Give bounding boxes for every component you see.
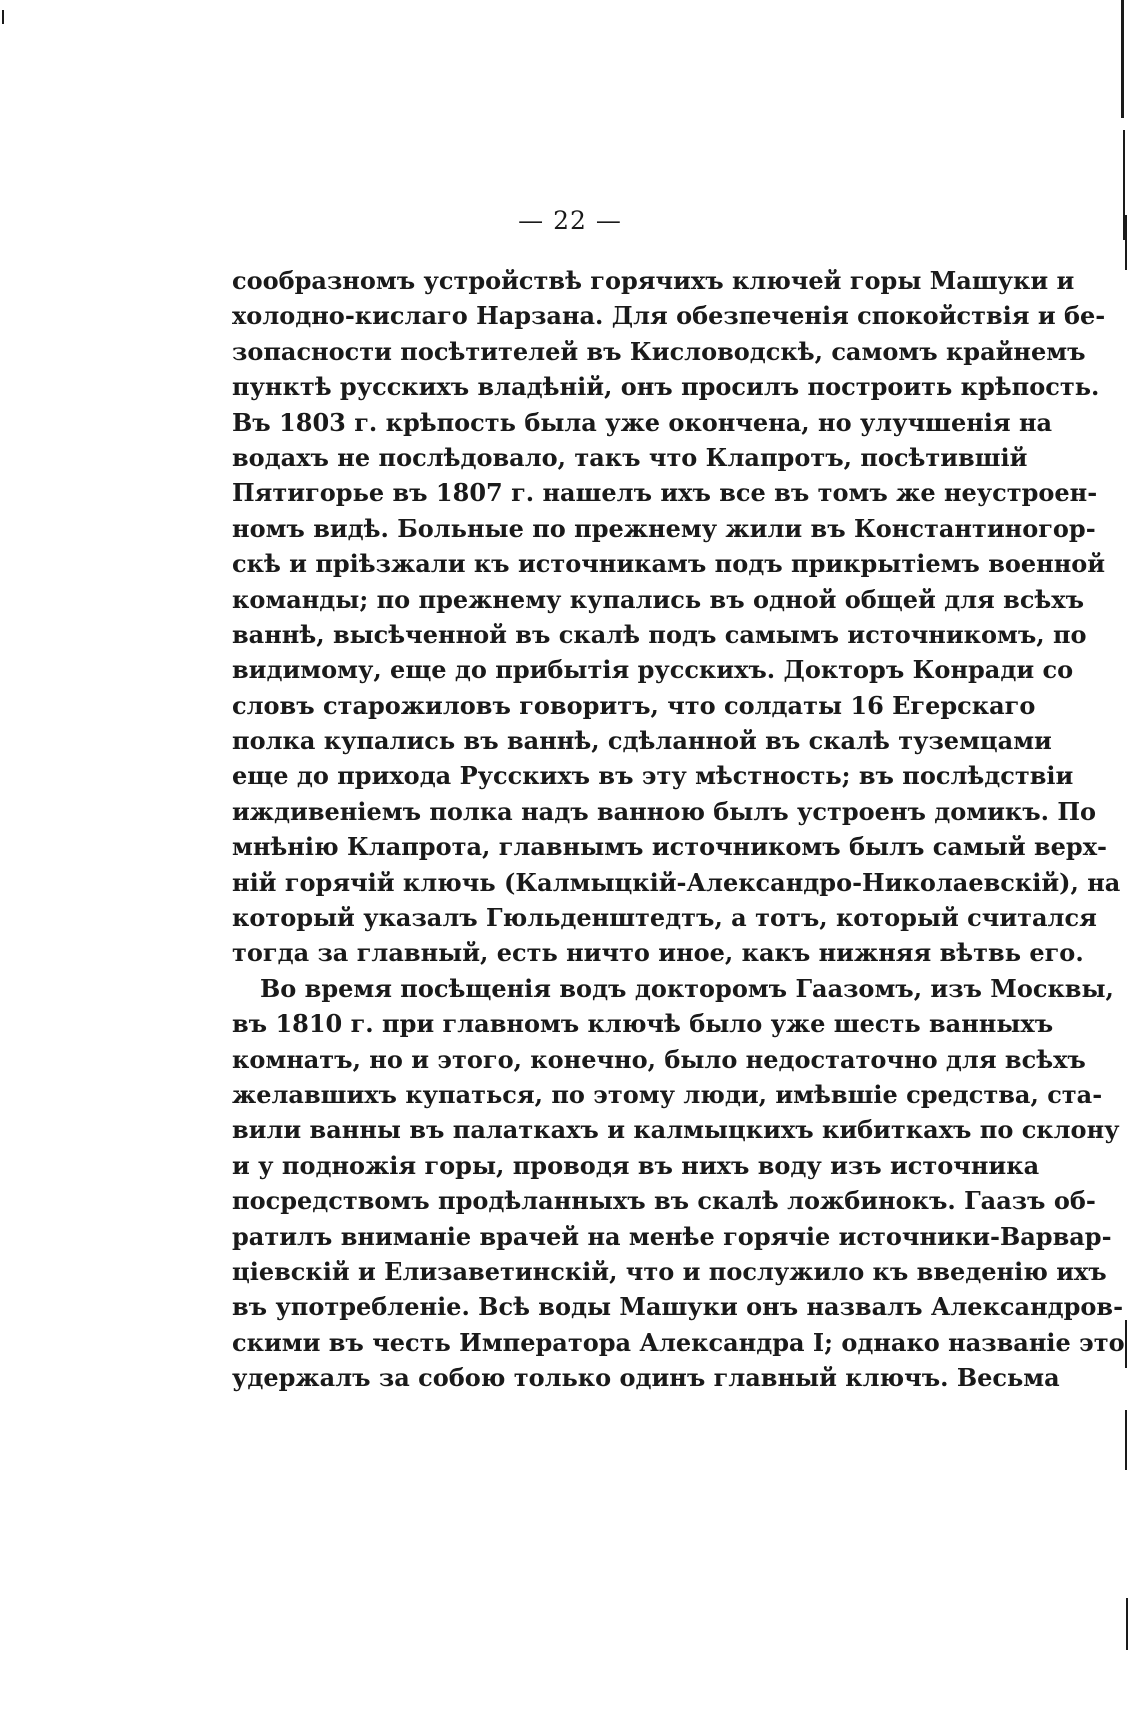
text-line: желавшихъ купаться, по этому люди, имѣвшіе средства, ста- xyxy=(232,1079,1103,1109)
text-line: и у подножія горы, проводя въ нихъ воду изъ источника xyxy=(232,1150,1040,1180)
text-line: зопасности посѣтителей въ Кисловодскѣ, самомъ крайнемъ xyxy=(232,336,1086,366)
text-line: команды; по прежнему купались въ одной общей для всѣхъ xyxy=(232,584,1085,614)
text-line: словъ старожиловъ говоритъ, что солдаты 16 Егерскаго xyxy=(232,690,1036,720)
text-line: видимому, еще до прибытія русскихъ. Докторъ Конради со xyxy=(232,655,1074,685)
scan-edge-mark xyxy=(1125,1410,1127,1470)
text-line: ратилъ вниманіе врачей на менѣе горячіе источники-Варвар- xyxy=(232,1221,1112,1251)
text-line: который указалъ Гюльденштедтъ, а тотъ, который считался xyxy=(232,903,1097,933)
text-line: еще до прихода Русскихъ въ эту мѣстность; въ послѣдствіи xyxy=(232,761,1074,791)
paragraph-first-line: Во время посѣщенія водъ докторомъ Гаазомъ, изъ Москвы, xyxy=(260,973,1114,1003)
text-line: посредствомъ продѣланныхъ въ скалѣ ложбинокъ. Гаазъ об- xyxy=(232,1186,1096,1216)
text-line: пунктѣ русскихъ владѣній, онъ просилъ построить крѣпость. xyxy=(232,372,1100,402)
text-line: водахъ не послѣдовало, такъ что Клапротъ, посѣтившій xyxy=(232,442,1028,472)
text-line: холодно-кислаго Нарзана. Для обезпеченія спокойствія и бе- xyxy=(232,301,1106,331)
text-line: тогда за главный, есть ничто иное, какъ нижняя вѣтвь его. xyxy=(232,938,1084,968)
text-line: ваннѣ, высѣченной въ скалѣ подъ самымъ источникомъ, по xyxy=(232,619,1087,649)
body-text xyxy=(232,263,1125,1396)
scan-edge-mark xyxy=(1121,0,1124,118)
text-line: ціевскій и Елизаветинскій, что и послужило къ введенію ихъ xyxy=(232,1256,1107,1286)
text-line: комнатъ, но и этого, конечно, было недостаточно для всѣхъ xyxy=(232,1044,1086,1074)
text-line: сообразномъ устройствѣ горячихъ ключей горы Машуки и xyxy=(232,266,1075,295)
text-line: скѣ и пріѣзжали къ источникамъ подъ прикрытіемъ военной xyxy=(232,549,1106,579)
text-line: скими въ честь Императора Александра I; однако названіе это xyxy=(232,1327,1125,1357)
text-line: мнѣнію Клапрота, главнымъ источникомъ былъ самый верх- xyxy=(232,832,1107,862)
page-number: — 22 — xyxy=(518,206,622,235)
text-line: ній горячій ключь (Калмыцкій-Александро-Николаевскій), на xyxy=(232,867,1121,897)
text-line: въ употребленіе. Всѣ воды Машуки онъ назвалъ Александров- xyxy=(232,1292,1124,1322)
text-line: иждивеніемъ полка надъ ванною былъ устроенъ домикъ. По xyxy=(232,796,1097,826)
text-line: Пятигорье въ 1807 г. нашелъ ихъ все въ томъ же неустроен- xyxy=(232,478,1098,508)
scan-edge-mark xyxy=(2,10,4,24)
scan-edge-mark xyxy=(1125,1320,1127,1368)
text-line: въ 1810 г. при главномъ ключѣ было уже шесть ванныхъ xyxy=(232,1009,1054,1039)
text-line: удержалъ за собою только одинъ главный ключъ. Весьма xyxy=(232,1363,1060,1393)
text-line: номъ видѣ. Больные по прежнему жили въ Константиногор- xyxy=(232,513,1096,543)
scan-edge-mark xyxy=(1126,1598,1128,1650)
text-line: полка купались въ ваннѣ, сдѣланной въ скалѣ туземцами xyxy=(232,726,1052,756)
text-line: вили ванны въ палаткахъ и калмыцкихъ кибиткахъ по склону xyxy=(232,1115,1120,1145)
text-line: Въ 1803 г. крѣпость была уже окончена, но улучшенія на xyxy=(232,407,1053,437)
